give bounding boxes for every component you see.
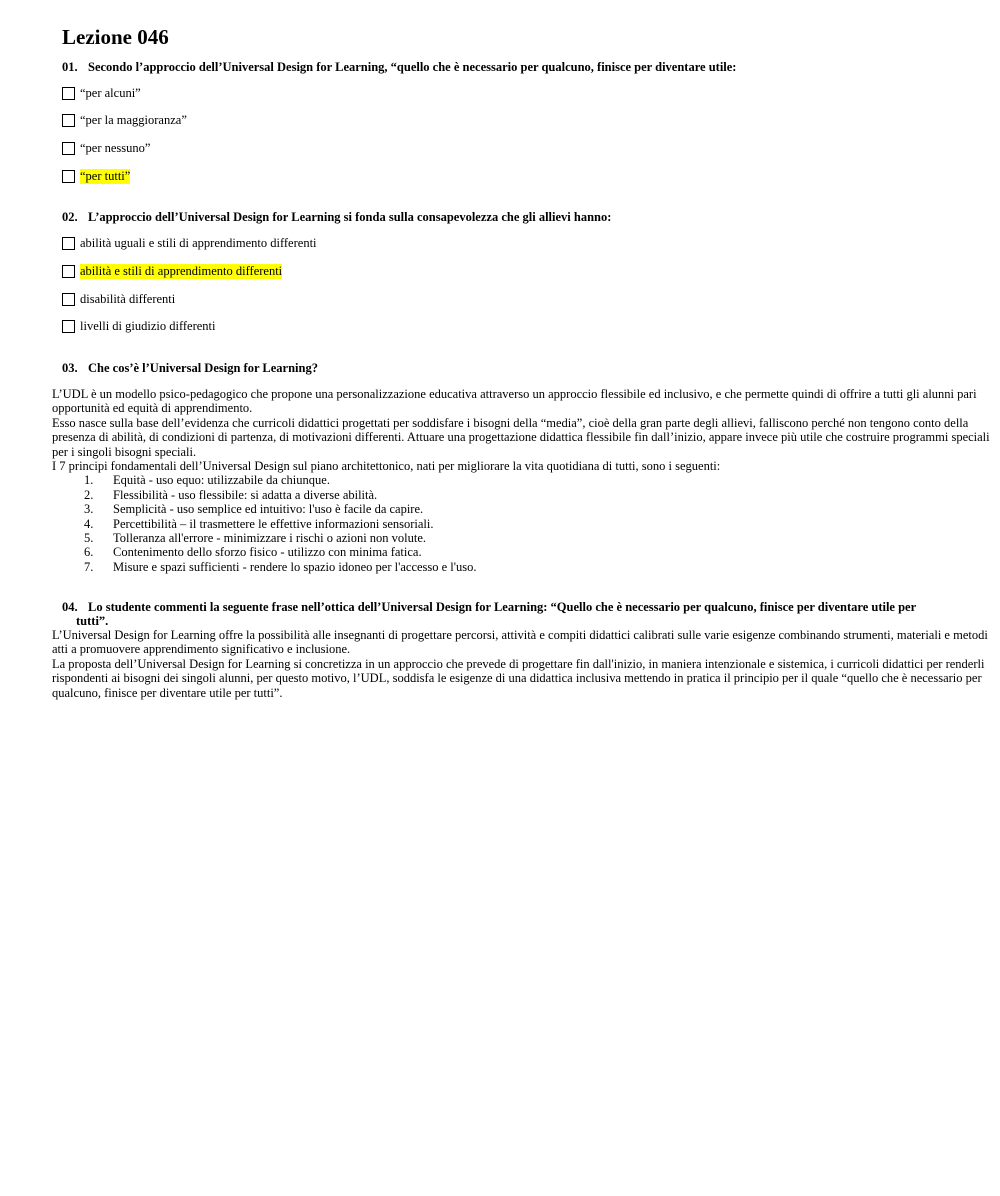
question-01-heading <box>62 60 736 74</box>
list-text: Percettibilità – il trasmettere le effettive informazioni sensoriali. <box>113 516 434 531</box>
list-item <box>52 502 994 516</box>
list-text: Misure e spazi sufficienti - rendere lo spazio idoneo per l'accesso e l'uso. <box>113 559 477 574</box>
list-number: 4. <box>84 516 94 531</box>
question-text-continuation: tutti”. <box>76 614 109 628</box>
q3-answer <box>52 387 994 574</box>
option-label-highlighted: abilità e stili di apprendimento differenti <box>80 263 283 278</box>
checkbox[interactable] <box>62 293 75 306</box>
list-text: Tolleranza all'errore - minimizzare i rischi o azioni non volute. <box>113 531 427 546</box>
q1-option-2[interactable] <box>62 112 187 128</box>
list-item <box>52 517 994 531</box>
checkbox[interactable] <box>62 114 75 127</box>
question-text: Lo studente commenti la seguente frase nell’ottica dell’Universal Design for Learning: “Quello che è necessario per qualcuno, finisce per diventare utile per <box>88 600 917 614</box>
question-text: Secondo l’approccio dell’Universal Design for Learning, “quello che è necessario per qualcuno, finisce per diventare utile: <box>88 60 737 74</box>
option-label: abilità uguali e stili di apprendimento differenti <box>80 235 317 250</box>
answer-paragraph: I 7 principi fondamentali dell’Universal Design sul piano architettonico, nati per migliorare la vita quotidiana di tutti, sono i seguenti: <box>52 459 721 474</box>
q2-option-1[interactable] <box>62 235 317 251</box>
option-label: livelli di giudizio differenti <box>80 318 216 333</box>
question-number: 01. <box>62 60 78 74</box>
q1-option-3[interactable] <box>62 140 150 156</box>
principles-list <box>52 473 994 574</box>
option-label: disabilità differenti <box>80 291 176 306</box>
list-number: 2. <box>84 487 94 502</box>
option-label: “per alcuni” <box>80 85 141 100</box>
checkbox[interactable] <box>62 320 75 333</box>
answer-paragraph: La proposta dell’Universal Design for Learning si concretizza in un approccio che prevede di progettare fin dall'inizio, in maniera intenzionale e sistemica, i curricoli didattici per renderli rispondenti ai bisogni dei singoli alunni, per questo motivo, l’UDL, soddisfa le esigenze di una didattica inclusiva mettendo in pratica il principio per il quale “quello che è necessario per qualcuno, finisce per diventare utile per tutti”. <box>52 656 985 700</box>
question-03-heading <box>62 361 318 375</box>
q2-option-3[interactable] <box>62 291 175 307</box>
option-label-highlighted: “per tutti” <box>80 168 131 183</box>
list-item <box>52 473 994 487</box>
list-number: 3. <box>84 502 94 517</box>
checkbox[interactable] <box>62 87 75 100</box>
list-number: 1. <box>84 473 94 488</box>
list-item <box>52 545 994 559</box>
checkbox[interactable] <box>62 265 75 278</box>
question-text: L’approccio dell’Universal Design for Learning si fonda sulla consapevolezza che gli allievi hanno: <box>88 210 612 224</box>
q2-option-4[interactable] <box>62 318 216 334</box>
list-item <box>52 560 994 574</box>
page-title: Lezione 046 <box>62 25 169 49</box>
option-label: “per nessuno” <box>80 140 151 155</box>
question-number: 04. <box>62 600 78 614</box>
q1-option-4[interactable] <box>62 168 130 184</box>
answer-paragraph: L’UDL è un modello psico-pedagogico che propone una personalizzazione educativa attraverso un approccio flessibile ed inclusivo, e che permette quindi di offrire a tutti gli alunni pari opportunità ed equità di apprendimento. <box>52 387 977 416</box>
q2-option-2[interactable] <box>62 263 282 279</box>
list-text: Contenimento dello sforzo fisico - utilizzo con minima fatica. <box>113 545 422 560</box>
answer-paragraph: Esso nasce sulla base dell’evidenza che curricoli didattici progettati per soddisfare i bisogni della “media”, cioè della gran parte degli allievi, falliscono perché non tengono conto della presenza di abilità, di condizioni di partenza, di motivazioni differenti. Attuare una progettazione didattica flessibile fin dall’inizio, appare invece più utile che costruire programmi speciali per i singoli bisogni speciali. <box>52 415 990 459</box>
question-02-heading <box>62 210 611 224</box>
list-item <box>52 531 994 545</box>
question-text: Che cos’è l’Universal Design for Learning? <box>88 361 318 375</box>
question-04-heading <box>62 600 942 628</box>
q1-option-1[interactable] <box>62 85 141 101</box>
list-number: 6. <box>84 545 94 560</box>
list-item <box>52 488 994 502</box>
question-number: 03. <box>62 361 78 375</box>
question-number: 02. <box>62 210 78 224</box>
checkbox[interactable] <box>62 237 75 250</box>
list-number: 7. <box>84 559 94 574</box>
checkbox[interactable] <box>62 142 75 155</box>
q4-answer <box>52 628 994 700</box>
answer-paragraph: L’Universal Design for Learning offre la possibilità alle insegnanti di progettare percorsi, attività e compiti didattici calibrati sulle varie esigenze combinando strumenti, materiali e metodi atti a promuovere apprendimento significativo e inclusione. <box>52 628 988 657</box>
list-text: Equità - uso equo: utilizzabile da chiunque. <box>113 473 330 488</box>
option-label: “per la maggioranza” <box>80 112 187 127</box>
list-number: 5. <box>84 531 94 546</box>
checkbox[interactable] <box>62 170 75 183</box>
list-text: Semplicità - uso semplice ed intuitivo: l'uso è facile da capire. <box>113 502 424 517</box>
list-text: Flessibilità - uso flessibile: si adatta a diverse abilità. <box>113 487 378 502</box>
